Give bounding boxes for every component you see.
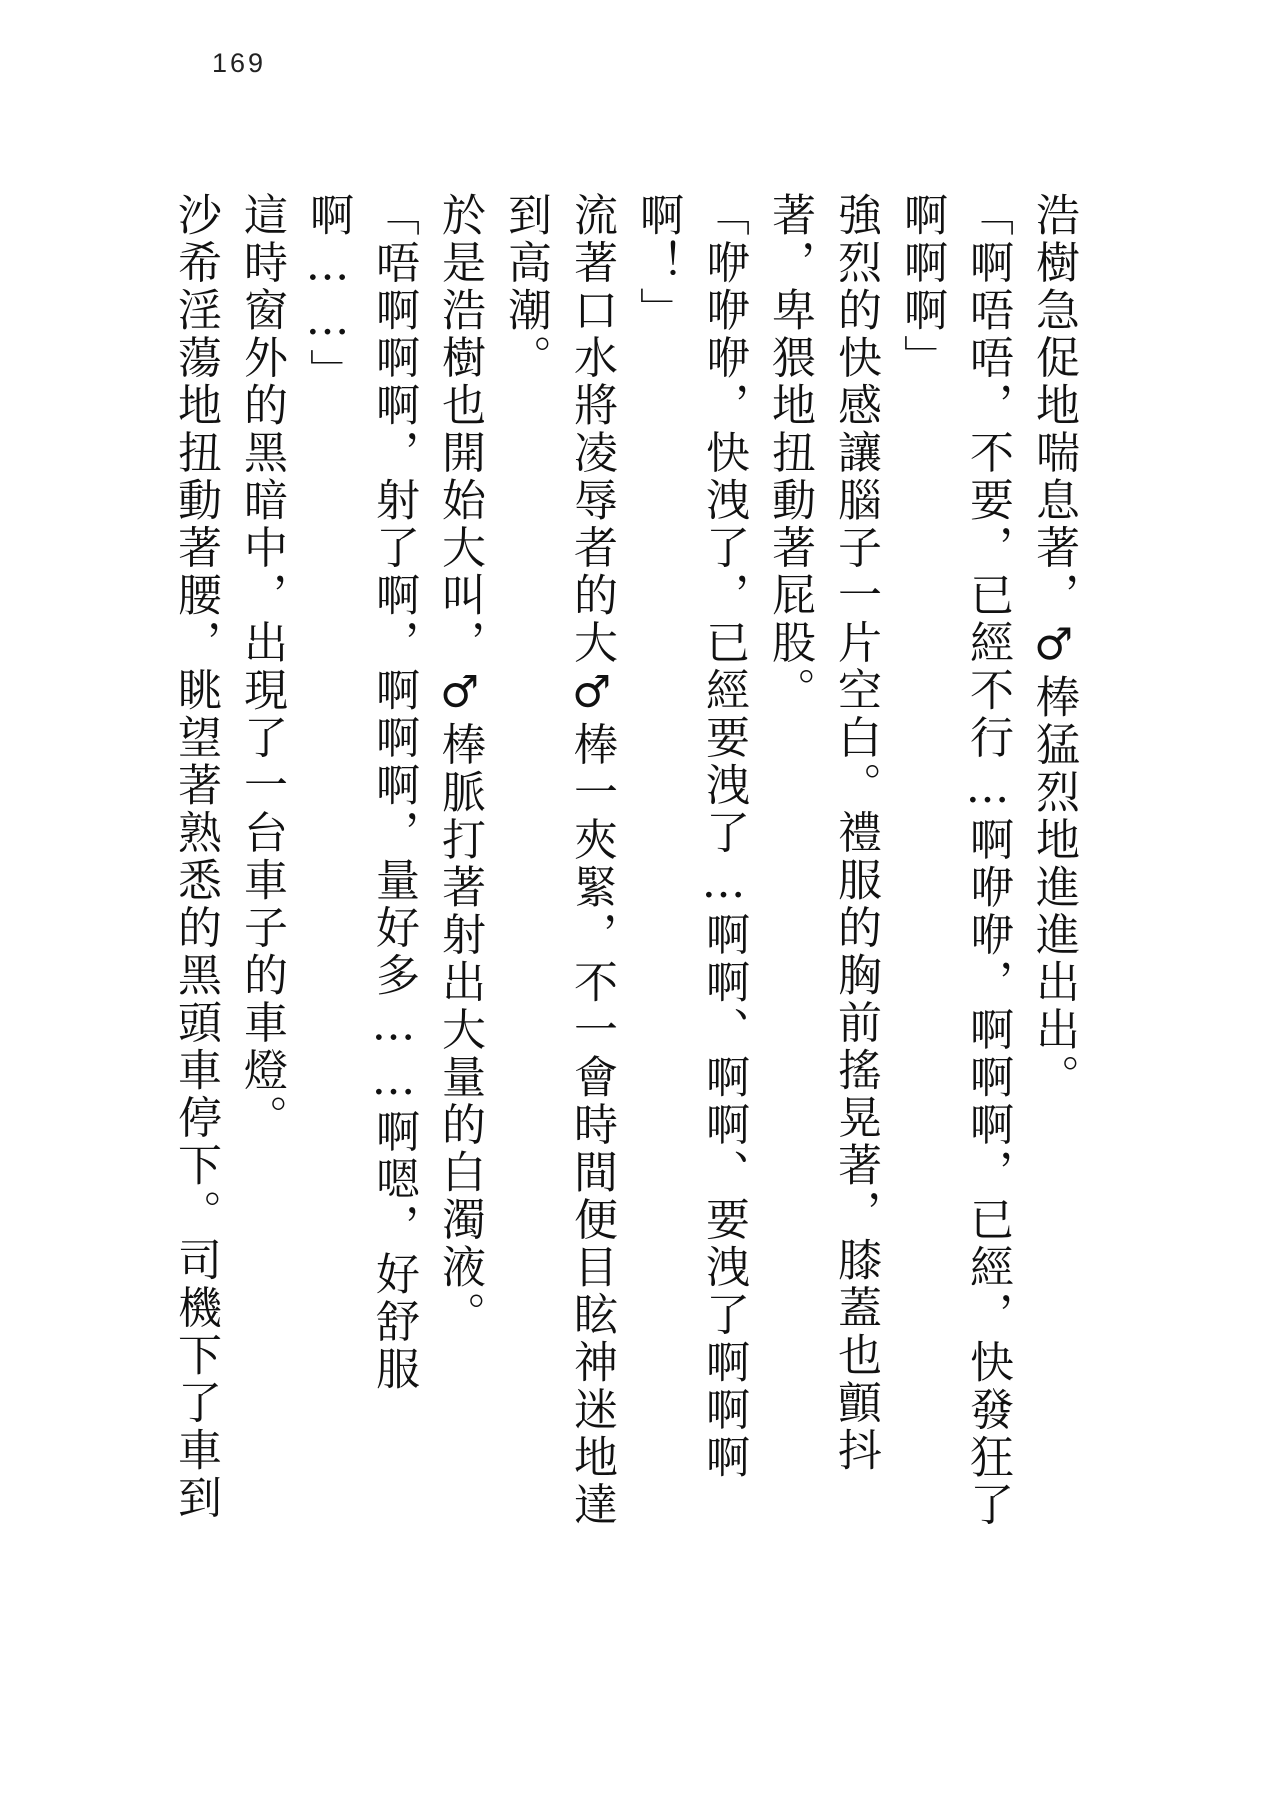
text-column: 啊啊啊」	[896, 192, 947, 382]
text-column: 到高潮。	[500, 192, 551, 382]
page-number: 169	[212, 48, 267, 78]
text-column: 啊……」	[302, 192, 353, 396]
text-column: 這時窗外的黑暗中，出現了一台車子的車燈。	[236, 192, 287, 1142]
text-column: 啊！」	[632, 192, 683, 335]
text-column: 「啊唔唔，不要，已經不行…啊咿咿，啊啊啊，已經，快發狂了	[962, 192, 1013, 1529]
text-column: 著，卑猥地扭動著屁股。	[764, 192, 815, 715]
text-column: 沙希淫蕩地扭動著腰，眺望著熟悉的黑頭車停下。司機下了車到	[170, 192, 221, 1522]
vertical-text-body	[162, 192, 1086, 1592]
text-column: 「唔啊啊啊，射了啊，啊啊啊，量好多……啊嗯，好舒服	[368, 192, 419, 1394]
text-column: 浩樹急促地喘息著，♂棒猛烈地進進出出。	[1028, 192, 1079, 1102]
text-column: 於是浩樹也開始大叫，♂棒脈打著射出大量的白濁液。	[434, 192, 485, 1339]
text-column: 強烈的快感讓腦子一片空白。禮服的胸前搖晃著，膝蓋也顫抖	[830, 192, 881, 1475]
text-column: 流著口水將凌辱者的大♂棒一夾緊，不一會時間便目眩神迷地達	[566, 192, 617, 1529]
text-column: 「咿咿咿，快洩了，已經要洩了…啊啊、啊啊、要洩了啊啊啊	[698, 192, 749, 1482]
